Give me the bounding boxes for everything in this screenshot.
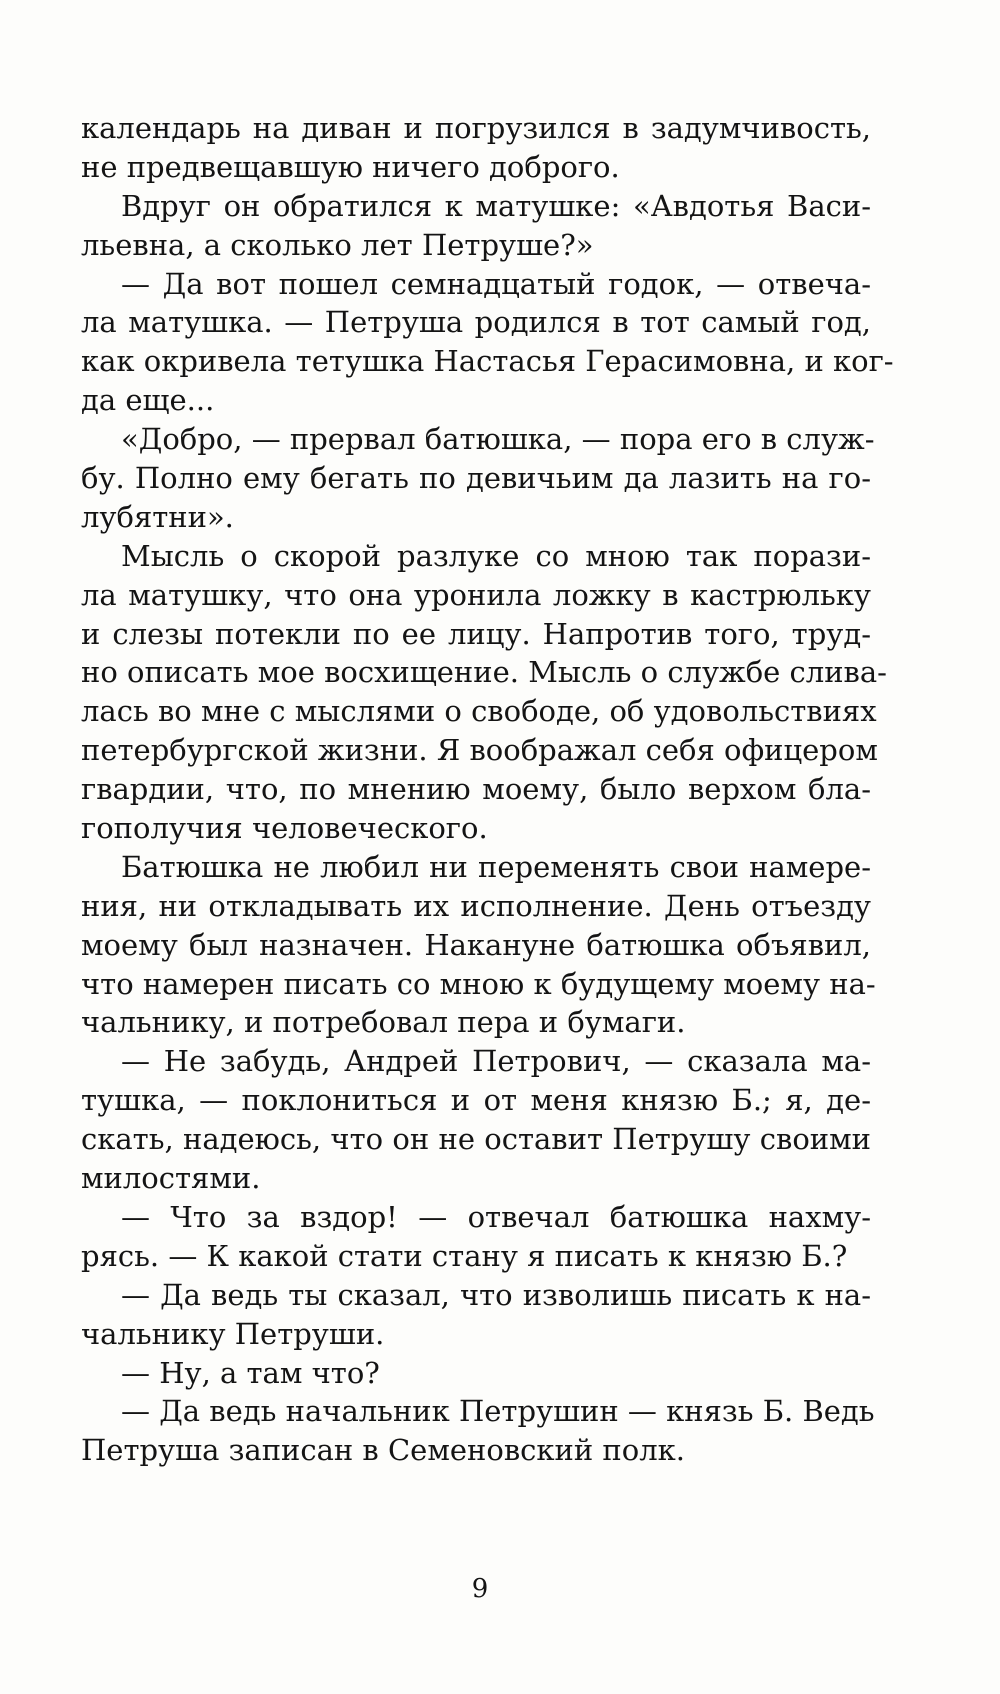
text-line: льевна, а сколько лет Петруше?»: [81, 227, 594, 262]
text-line: рясь. — К какой стати стану я писать к князю Б.?: [81, 1238, 848, 1273]
text-line: лубятни».: [81, 499, 234, 534]
page-number: 9: [471, 1574, 489, 1604]
text-line: — Ну, а там что?: [121, 1355, 380, 1390]
text-line: и слезы потекли по ее лицу. Напротив того, труд-: [81, 616, 871, 651]
text-line: Батюшка не любил ни переменять свои намере-: [121, 849, 871, 884]
text-line: скать, надеюсь, что он не оставит Петрушу своими: [81, 1122, 871, 1157]
text-line: Петруша записан в Семеновский полк.: [81, 1433, 685, 1468]
text-line: ла матушку, что она уронила ложку в кастрюльку: [81, 577, 871, 612]
text-line: Мысль о скорой разлуке со мною так порази-: [121, 538, 871, 573]
text-line: чальнику Петруши.: [81, 1316, 385, 1351]
text-line: чальнику, и потребовал пера и бумаги.: [81, 1005, 686, 1040]
text-line: календарь на диван и погрузился в задумчивость,: [81, 111, 871, 145]
text-line: не предвещавшую ничего доброго.: [81, 149, 620, 184]
text-line: но описать мое восхищение. Мысль о службе слива-: [81, 655, 887, 690]
body-text: [81, 109, 894, 1470]
text-line: ла матушка. — Петруша родился в тот самый год,: [81, 305, 871, 340]
text-line: лась во мне с мыслями о свободе, об удовольствиях: [81, 694, 877, 729]
text-line: милостями.: [81, 1161, 261, 1196]
text-line: гополучия человеческого.: [81, 811, 488, 846]
text-line: моему был назначен. Накануне батюшка объявил,: [81, 927, 871, 962]
text-line: тушка, — поклониться и от меня князю Б.; я, де-: [81, 1083, 871, 1118]
text-line: — Не забудь, Андрей Петрович, — сказала ма-: [121, 1044, 871, 1079]
text-line: бу. Полно ему бегать по девичьим да лазить на го-: [81, 461, 871, 496]
text-line: петербургской жизни. Я воображал себя офицером: [81, 733, 878, 768]
text-line: что намерен писать со мною к будущему моему на-: [81, 966, 876, 1001]
text-line: ния, ни откладывать их исполнение. День отъезду: [81, 888, 871, 923]
text-line: как окривела тетушка Настасья Герасимовна, и ког-: [81, 344, 894, 379]
text-line: да еще...: [81, 383, 215, 418]
text-line: — Что за вздор! — отвечал батюшка нахму-: [121, 1199, 871, 1234]
text-line: «Добро, — прервал батюшка, — пора его в служ-: [121, 422, 875, 457]
text-line: — Да ведь ты сказал, что изволишь писать к на-: [121, 1277, 871, 1312]
text-line: — Да вот пошел семнадцатый годок, — отвеча-: [121, 266, 871, 301]
text-line: — Да ведь начальник Петрушин — князь Б. Ведь: [121, 1394, 875, 1429]
text-line: Вдруг он обратился к матушке: «Авдотья Васи-: [121, 188, 871, 223]
text-line: гвардии, что, по мнению моему, было верхом бла-: [81, 772, 871, 807]
